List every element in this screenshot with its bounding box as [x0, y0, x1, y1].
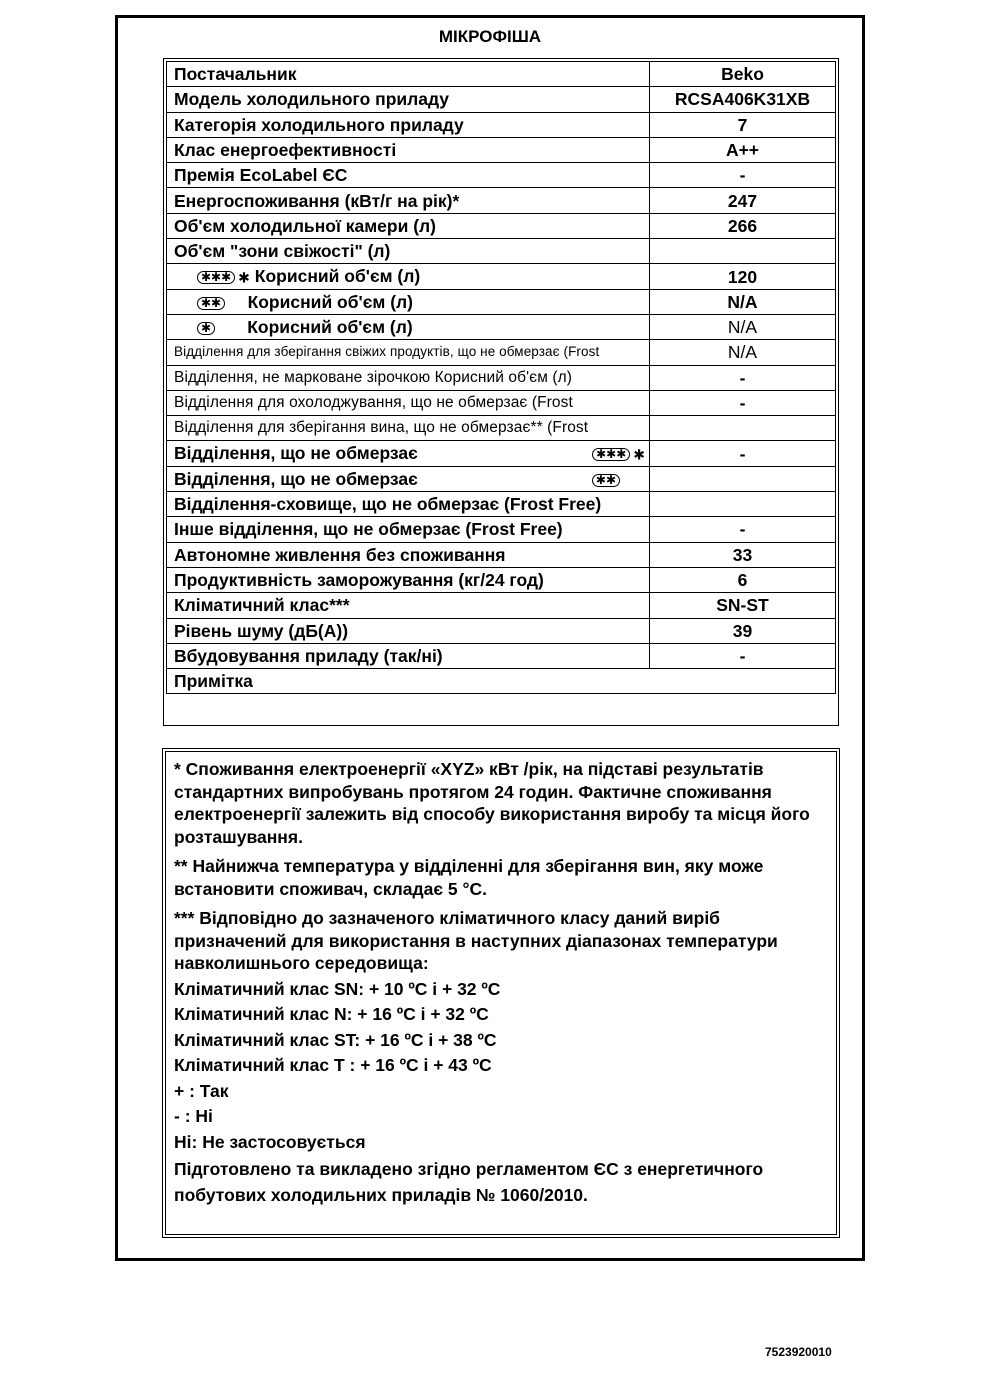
table-row — [167, 62, 836, 87]
climate-line: Кліматичний клас SN: + 10 ºC і + 32 ºC — [174, 978, 501, 999]
row-value: 247 — [650, 188, 836, 213]
legend-line: - : Ні — [174, 1106, 213, 1126]
row-value: 7 — [650, 112, 836, 137]
row-value: 6 — [650, 567, 836, 592]
row-value: - — [650, 643, 836, 668]
row-value: A++ — [650, 137, 836, 162]
note-regulation: Підготовлено та викладено згідно регламентом ЄС з енергетичного побутових холодильних приладів № 1060/2010. — [174, 1159, 764, 1205]
note-climate: *** Відповідно до зазначеного кліматичного класу даний виріб призначений для використання в наступних діапазонах температури навколишнього середовища: — [174, 908, 778, 973]
table-row — [167, 567, 836, 592]
table-row — [167, 365, 836, 390]
note-wine-temp: ** Найнижча температура у відділенні для зберігання вин, яку може встановити споживач, складає 5 °С. — [174, 856, 764, 899]
document-title: МІКРОФІША — [438, 27, 542, 46]
row-value: - — [650, 517, 836, 542]
document-frame — [115, 15, 865, 1261]
table-row — [167, 542, 836, 567]
row-value: 33 — [650, 542, 836, 567]
row-label-cell — [167, 264, 650, 289]
table-row — [167, 314, 836, 339]
row-label-cell — [167, 314, 650, 339]
row-label: Клас енергоефективності — [167, 137, 650, 162]
row-value: Beko — [650, 62, 836, 87]
row-label: Об'єм холодильної камери (л) — [167, 213, 650, 238]
row-label: Відділення для охолоджування, що не обмерзає (Frost — [167, 390, 650, 415]
document-reference-number: 7523920010 — [765, 1345, 832, 1359]
row-value: N/A — [650, 289, 836, 314]
row-label: Енергоспоживання (кВт/г на рік)* — [167, 188, 650, 213]
row-value: - — [650, 163, 836, 188]
table-row — [167, 239, 836, 264]
table-row — [167, 112, 836, 137]
row-value: SN-ST — [650, 593, 836, 618]
table-row — [167, 289, 836, 314]
row-label: Модель холодильного приладу — [167, 87, 650, 112]
row-label: Об'єм "зони свіжості" (л) — [167, 239, 650, 264]
table-row — [167, 466, 836, 491]
table-row — [167, 163, 836, 188]
table-row — [167, 618, 836, 643]
table-row — [167, 441, 836, 466]
row-label: Корисний об'єм (л) — [254, 265, 421, 286]
table-row — [167, 517, 836, 542]
row-label-cell — [167, 466, 650, 491]
legend-line: + : Так — [174, 1080, 229, 1101]
table-row — [167, 669, 836, 694]
row-label: Автономне живлення без споживання — [167, 542, 650, 567]
row-label: Відділення, не марковане зірочкою Корисний об'єм (л) — [167, 365, 650, 390]
row-value — [650, 466, 836, 491]
row-label: Корисний об'єм (л) — [247, 317, 413, 338]
row-label: Відділення для зберігання свіжих продуктів, що не обмерзає (Frost — [167, 340, 650, 365]
spec-table — [166, 61, 836, 694]
star-rating-icon-group — [592, 444, 645, 463]
row-label: Відділення, що не обмерзає — [174, 468, 418, 489]
table-row — [167, 416, 836, 441]
star-rating-icon: ✱✱✱ — [592, 448, 630, 461]
table-row — [167, 137, 836, 162]
climate-line: Кліматичний клас ST: + 16 ºC і + 38 ºC — [174, 1029, 497, 1050]
row-value: N/A — [650, 314, 836, 339]
star-rating-icon: ✱✱ — [197, 297, 225, 310]
climate-line: Кліматичний клас T : + 16 ºC і + 43 ºC — [174, 1055, 492, 1075]
row-value: - — [650, 365, 836, 390]
star-extra-icon: ✱ — [238, 269, 250, 286]
row-value: 120 — [650, 264, 836, 289]
table-row — [167, 213, 836, 238]
row-value: - — [650, 390, 836, 415]
star-rating-icon: ✱✱✱ — [197, 271, 235, 284]
legend-line: Ні: Не застосовується — [174, 1131, 366, 1152]
row-label: Примітка — [167, 669, 836, 694]
row-label: Інше відділення, що не обмерзає (Frost Free) — [167, 517, 650, 542]
table-row — [167, 188, 836, 213]
row-value: 39 — [650, 618, 836, 643]
row-label-cell — [167, 289, 650, 314]
row-value: N/A — [650, 340, 836, 365]
table-row — [167, 264, 836, 289]
star-rating-icon-group — [592, 470, 623, 488]
table-row — [167, 643, 836, 668]
row-label: Категорія холодильного приладу — [167, 112, 650, 137]
row-label: Відділення, що не обмерзає — [174, 442, 418, 463]
table-row — [167, 87, 836, 112]
row-label: Рівень шуму (дБ(А)) — [167, 618, 650, 643]
star-rating-icon: ✱ — [197, 322, 215, 335]
note-energy: * Споживання електроенергії «XYZ» кВт /рік, на підставі результатів стандартних випробувань протягом 24 годин. Фактичне споживання електроенергії залежить від способу використання виробу та місця його розташування. — [174, 759, 810, 847]
row-label: Корисний об'єм (л) — [247, 291, 413, 312]
table-row — [167, 340, 836, 365]
row-value: RCSA406K31XB — [650, 87, 836, 112]
table-row — [167, 593, 836, 618]
row-label-cell — [167, 441, 650, 466]
row-label: Продуктивність заморожування (кг/24 год) — [167, 567, 650, 592]
row-value: 266 — [650, 213, 836, 238]
star-extra-icon: ✱ — [633, 446, 645, 463]
climate-line: Кліматичний клас N: + 16 ºC і + 32 ºC — [174, 1004, 489, 1024]
row-label: Вбудовування приладу (так/ні) — [167, 643, 650, 668]
row-value — [650, 239, 836, 264]
notes-box — [162, 748, 840, 1238]
row-value: - — [650, 441, 836, 466]
table-row — [167, 390, 836, 415]
notes-content — [165, 751, 837, 1235]
row-label: Премія EcoLabel ЄС — [167, 163, 650, 188]
row-label: Постачальник — [167, 62, 650, 87]
spec-table-wrapper — [163, 58, 839, 726]
row-value — [650, 492, 836, 517]
table-row — [167, 492, 836, 517]
row-value — [650, 416, 836, 441]
row-label: Відділення для зберігання вина, що не обмерзає** (Frost — [167, 416, 650, 441]
row-label: Кліматичний клас*** — [167, 593, 650, 618]
row-label: Відділення-сховище, що не обмерзає (Frost Free) — [167, 492, 650, 517]
star-rating-icon: ✱✱ — [592, 474, 620, 487]
